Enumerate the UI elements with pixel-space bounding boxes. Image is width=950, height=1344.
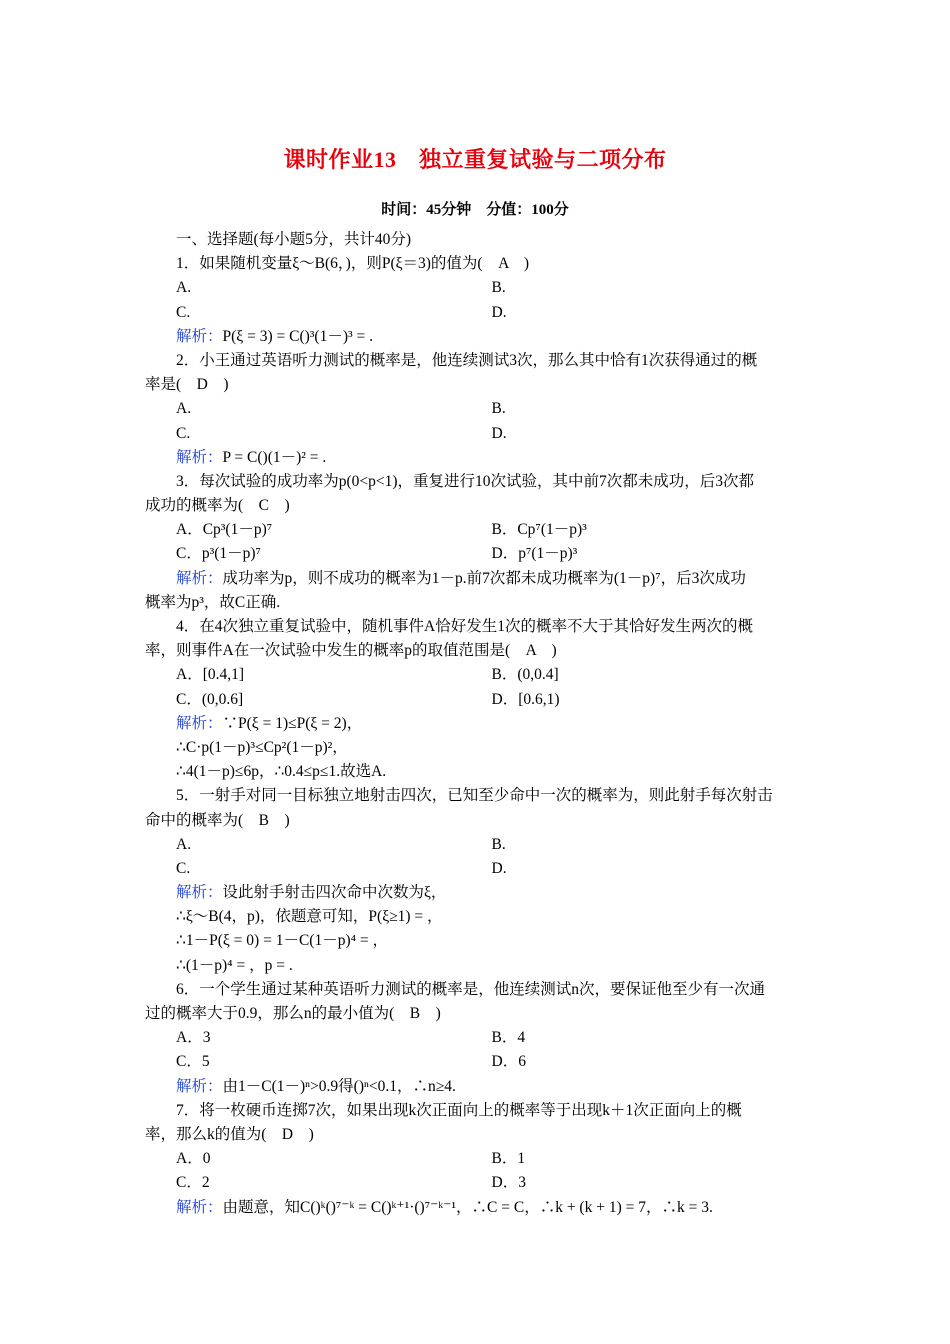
question-stem-cont: 命中的概率为( B ) bbox=[145, 811, 290, 829]
option-b: B．Cp⁷(1－p)³ bbox=[491, 521, 587, 539]
question-2 bbox=[145, 349, 807, 470]
option-b: B. bbox=[491, 835, 506, 853]
question-6 bbox=[145, 978, 807, 1099]
option-c: C．p³(1－p)⁷ bbox=[176, 545, 261, 563]
option-row bbox=[145, 857, 807, 881]
analysis-cont: ∴4(1－p)≤6p，∴0.4≤p≤1.故选A. bbox=[176, 763, 387, 781]
question-stem-cont: 成功的概率为( C ) bbox=[145, 497, 290, 515]
option-d: D．[0.6,1) bbox=[491, 690, 560, 708]
option-row bbox=[145, 688, 807, 712]
option-a: A．0 bbox=[176, 1150, 211, 1168]
question-stem-cont: 过的概率大于0.9，那么n的最小值为( B ) bbox=[145, 1005, 441, 1022]
option-row bbox=[145, 518, 807, 542]
option-a: A. bbox=[176, 279, 192, 297]
option-c: C．5 bbox=[176, 1053, 210, 1071]
option-row bbox=[145, 542, 807, 566]
option-row bbox=[145, 1050, 807, 1074]
document-body bbox=[145, 228, 807, 1220]
question-stem-cont: 率是( D ) bbox=[145, 376, 229, 394]
analysis-label: 解析： bbox=[176, 1077, 223, 1095]
analysis-cont: 概率为p³，故C正确. bbox=[145, 593, 281, 611]
option-d: D．6 bbox=[491, 1053, 526, 1071]
option-c: C. bbox=[176, 303, 191, 321]
question-stem: 3．每次试验的成功率为p(0<p<1)，重复进行10次试验，其中前7次都未成功，后3次都 bbox=[176, 472, 755, 490]
analysis-cont: ∴C·p(1－p)³≤Cp²(1－p)²， bbox=[176, 738, 348, 756]
analysis-text: ∵P(ξ = 1)≤P(ξ = 2)， bbox=[222, 714, 363, 732]
analysis-text: P = C()(1－)² = . bbox=[222, 448, 327, 466]
option-d: D. bbox=[491, 303, 507, 321]
question-3 bbox=[145, 470, 807, 615]
analysis-label: 解析： bbox=[176, 569, 223, 587]
question-stem: 7．将一枚硬币连掷7次，如果出现k次正面向上的概率等于出现k＋1次正面向上的概 bbox=[176, 1101, 742, 1119]
analysis bbox=[145, 567, 807, 591]
analysis bbox=[145, 1196, 807, 1220]
option-row bbox=[145, 276, 807, 300]
option-c: C. bbox=[176, 859, 191, 877]
analysis-label: 解析： bbox=[176, 448, 223, 466]
option-row bbox=[145, 663, 807, 687]
option-b: B. bbox=[491, 279, 506, 297]
option-row bbox=[145, 1147, 807, 1171]
analysis bbox=[145, 446, 807, 470]
option-b: B．1 bbox=[491, 1150, 526, 1168]
option-row bbox=[145, 1026, 807, 1050]
analysis bbox=[145, 881, 807, 905]
analysis-text: 由题意，知C()ᵏ()⁷⁻ᵏ = C()ᵏ⁺¹·()⁷⁻ᵏ⁻¹，∴C = C，∴k + (k + 1) = 7，∴k = 3. bbox=[222, 1198, 713, 1216]
question-stem: 1．如果随机变量ξ～B(6，)，则P(ξ＝3)的值为( A ) bbox=[176, 255, 530, 273]
section-header: 一、选择题(每小题5分，共计40分) bbox=[176, 231, 412, 248]
option-row bbox=[145, 422, 807, 446]
question-4 bbox=[145, 615, 807, 784]
option-b: B. bbox=[491, 400, 506, 418]
analysis-label: 解析： bbox=[176, 1198, 223, 1216]
option-a: A．[0.4,1] bbox=[176, 666, 245, 684]
time-score-info: 时间：45分钟 分值：100分 bbox=[381, 202, 569, 218]
option-row bbox=[145, 1171, 807, 1195]
question-7 bbox=[145, 1099, 807, 1220]
option-a: A．3 bbox=[176, 1029, 211, 1047]
analysis-cont: ∴1－P(ξ = 0) = 1－C(1－p)⁴ = ， bbox=[176, 932, 389, 950]
question-stem-cont: 率，则事件A在一次试验中发生的概率p的取值范围是( A ) bbox=[145, 642, 557, 660]
option-row bbox=[145, 301, 807, 325]
analysis-label: 解析： bbox=[176, 884, 223, 902]
option-row bbox=[145, 397, 807, 421]
analysis-label: 解析： bbox=[176, 714, 223, 732]
analysis-cont: ∴ξ～B(4，p)，依题意可知，P(ξ≥1) = ， bbox=[176, 908, 443, 926]
question-stem: 6．一个学生通过某种英语听力测试的概率是，他连续测试n次，要保证他至少有一次通 bbox=[176, 980, 766, 998]
option-a: A. bbox=[176, 835, 192, 853]
analysis-text: 成功率为p，则不成功的概率为1－p.前7次都未成功概率为(1－p)⁷，后3次成功 bbox=[222, 569, 746, 587]
page-title: 课时作业13 独立重复试验与二项分布 bbox=[283, 147, 667, 172]
question-stem: 5．一射手对同一目标独立地射击四次，已知至少命中一次的概率为，则此射手每次射击 bbox=[176, 787, 773, 805]
question-stem: 2．小王通过英语听力测试的概率是，他连续测试3次，那么其中恰有1次获得通过的概 bbox=[176, 351, 758, 369]
option-a: A. bbox=[176, 400, 192, 418]
option-b: B．(0,0.4] bbox=[491, 666, 559, 684]
analysis bbox=[145, 1075, 807, 1099]
question-stem-cont: 率，那么k的值为( D ) bbox=[145, 1125, 314, 1143]
option-d: D. bbox=[491, 424, 507, 442]
option-d: D. bbox=[491, 859, 507, 877]
analysis bbox=[145, 712, 807, 736]
question-1 bbox=[145, 252, 807, 349]
option-c: C．2 bbox=[176, 1174, 210, 1192]
option-c: C．(0,0.6] bbox=[176, 690, 244, 708]
option-b: B．4 bbox=[491, 1029, 526, 1047]
analysis-text: 设此射手射击四次命中次数为ξ， bbox=[222, 884, 447, 902]
option-a: A．Cp³(1－p)⁷ bbox=[176, 521, 273, 539]
option-c: C. bbox=[176, 424, 191, 442]
option-d: D．3 bbox=[491, 1174, 526, 1192]
option-d: D．p⁷(1－p)³ bbox=[491, 545, 578, 563]
question-stem: 4．在4次独立重复试验中，随机事件A恰好发生1次的概率不大于其恰好发生两次的概 bbox=[176, 618, 753, 635]
analysis-cont: ∴(1－p)⁴ = ，p = . bbox=[176, 956, 293, 974]
option-row bbox=[145, 833, 807, 857]
analysis-label: 解析： bbox=[176, 327, 223, 345]
analysis-text: P(ξ = 3) = C()³(1－)³ = . bbox=[222, 327, 373, 345]
analysis bbox=[145, 325, 807, 349]
analysis-text: 由1－C(1－)ⁿ>0.9得()ⁿ<0.1，∴n≥4. bbox=[222, 1077, 456, 1095]
question-5 bbox=[145, 784, 807, 978]
